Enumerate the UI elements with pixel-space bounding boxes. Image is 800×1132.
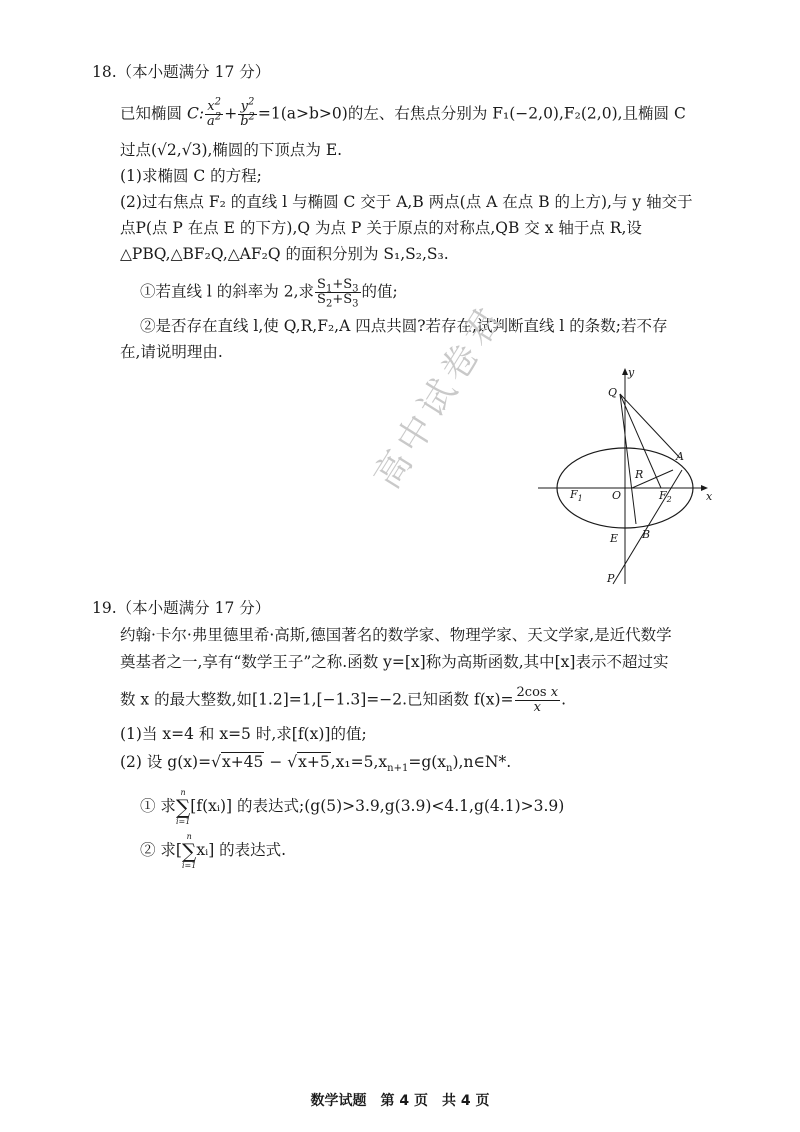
label-q: Q bbox=[608, 386, 618, 399]
q18-part2-line2: 点P(点 P 在点 E 的下方),Q 为点 P 关于原点的对称点,QB 交 x 轴于点 R,设 bbox=[120, 219, 642, 237]
label-y: y bbox=[628, 366, 635, 379]
q19-part2-minus: − bbox=[264, 753, 288, 771]
sum-symbol-icon: n ∑ i=1 bbox=[181, 832, 197, 870]
label-f2: $F_2$ bbox=[659, 489, 672, 504]
line-l bbox=[613, 470, 682, 584]
q18-part2-line3: △PBQ,△BF₂Q,△AF₂Q 的面积分别为 S₁,S₂,S₃. bbox=[120, 245, 449, 263]
q18-sub2-line2: 在,请说明理由. bbox=[120, 343, 223, 361]
ellipse-figure bbox=[538, 362, 728, 588]
q19-header: 19.（本小题满分 17 分） bbox=[92, 599, 271, 617]
label-p: P bbox=[607, 572, 615, 585]
q19-line1: 约翰·卡尔·弗里德里希·高斯,德国著名的数学家、物理学家、天文学家,是近代数学 bbox=[120, 626, 672, 644]
root-x-5: x+5 bbox=[298, 753, 330, 771]
q19-sub2-pre: ② 求[ bbox=[140, 841, 182, 859]
q18-sub1-post: 的值; bbox=[361, 282, 398, 301]
q19-line2: 奠基者之一,享有“数学王子”之称.函数 y=[x]称为高斯函数,其中[x]表示不超过实 bbox=[120, 653, 669, 671]
frac-y2-b2: $\frac{y^2}{b^2}$ bbox=[240, 96, 255, 129]
q18-line1-conditions: =1(a>b>0)的左、右焦点分别为 bbox=[257, 104, 488, 123]
label-e: E bbox=[610, 532, 619, 545]
q18-line1-post: ,且椭圆 C bbox=[617, 104, 686, 123]
q18-sub2-line1: ②是否存在直线 l,使 Q,R,F₂,A 四点共圆?若存在,试判断直线 l 的条数;若不存 bbox=[140, 317, 668, 335]
label-b: B bbox=[642, 528, 651, 541]
frac-2cosx-x: $\frac{\text{2cos x}}{x}$ bbox=[516, 685, 559, 715]
label-r: R bbox=[635, 468, 644, 481]
q19-line3-pre: 数 x 的最大整数,如[1.2]=1,[−1.3]=−2.已知函数 f(x)= bbox=[120, 690, 514, 709]
q18-sub1 bbox=[140, 277, 398, 310]
q19-part2-pre: (2) 设 g(x)= bbox=[120, 753, 212, 771]
label-x: x bbox=[706, 490, 713, 503]
page-footer: 数学试题 第 4 页 共 4 页 bbox=[310, 1093, 490, 1109]
q19-part1: (1)当 x=4 和 x=5 时,求[f(x)]的值; bbox=[120, 725, 367, 743]
q18-header: 18.（本小题满分 17 分） bbox=[92, 63, 271, 81]
q19-sub2 bbox=[140, 832, 286, 870]
q19-part2-post: ,x₁=5,x bbox=[330, 753, 388, 771]
q18-line1: 已知椭圆 C: $\frac{x^2}{a^2}$ + $\frac{y^2}{b^2}$ =1(a>b>0)的左、右焦点分别为 F₁(−2,0),F₂(2,0),且椭圆 C bbox=[120, 96, 686, 129]
q19-part2-post3: ),n∈N*. bbox=[452, 753, 512, 771]
q19-sub1-post: [f(xᵢ)] 的表达式;(g(5)>3.9,g(3.9)<4.1,g(4.1)>3.9) bbox=[190, 797, 565, 815]
label-o: O bbox=[612, 489, 622, 502]
root-x-45: x+45 bbox=[221, 753, 264, 771]
q18-part2-line1: (2)过右焦点 F₂ 的直线 l 与椭圆 C 交于 A,B 两点(点 A 在点 B 的上方),与 y 轴交于 bbox=[120, 193, 693, 211]
watermark: 高中试卷君 bbox=[366, 296, 513, 496]
q19-sub1 bbox=[140, 788, 564, 826]
frac-x2-a2: $\frac{x^2}{a^2}$ bbox=[207, 96, 222, 129]
q18-sub1-pre: ①若直线 l 的斜率为 2,求 bbox=[140, 282, 315, 301]
label-a: A bbox=[676, 450, 684, 463]
frac-s-ratio: $\frac{S_1+S_3}{S_2+S_3}$ bbox=[317, 277, 359, 310]
q19-part2-post2: =g(x bbox=[408, 753, 447, 771]
q19-sub2-post: xᵢ] 的表达式. bbox=[196, 841, 287, 859]
q19-line3: 数 x 的最大整数,如[1.2]=1,[−1.3]=−2.已知函数 f(x)= $\frac{\text{2cos x}}{x}$ . bbox=[120, 685, 566, 715]
q18-line1-foci: F₁(−2,0),F₂(2,0) bbox=[492, 104, 618, 123]
q19-sub1-pre: ① 求 bbox=[140, 797, 176, 815]
q19-part2: (2) 设 $g(x)=√x+45 - √x+5,x_1=5,x_{n+1}=g(x_n),n\in N*$. bbox=[120, 753, 512, 775]
q18-line1-pre: 已知椭圆 bbox=[120, 104, 183, 123]
sum-symbol-icon: n ∑ i=1 bbox=[175, 788, 191, 826]
q18-line2: 过点(√2,√3),椭圆的下顶点为 E. bbox=[120, 141, 343, 159]
ellipse-name: C: bbox=[186, 104, 205, 123]
label-f1: $F_1$ bbox=[570, 488, 583, 503]
q18-part1: (1)求椭圆 C 的方程; bbox=[120, 167, 262, 185]
